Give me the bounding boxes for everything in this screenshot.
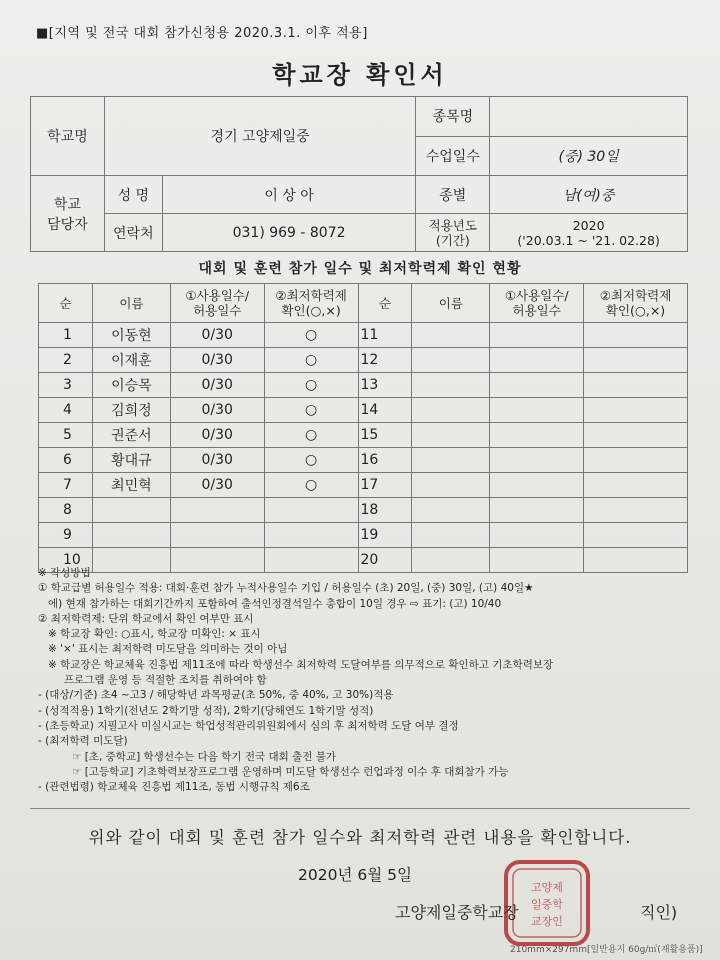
manager-label-line1: 학교 xyxy=(53,196,81,213)
manager-label-line2: 담당자 xyxy=(47,216,88,233)
note-item: - (대상/기준) 초4 ~고3 / 해당학년 과목평균(초 50%, 중 40%, 고 30%)적용 xyxy=(38,689,394,702)
row-days: 0/30 xyxy=(170,398,264,423)
table-row xyxy=(39,348,688,373)
header-days-line1: ①사용일수/ xyxy=(185,288,250,303)
header-days-2 xyxy=(490,284,584,323)
row-check: ○ xyxy=(264,323,358,348)
row-name xyxy=(412,523,490,548)
row-no: 10 xyxy=(39,548,93,573)
info-table xyxy=(30,96,688,252)
table-row xyxy=(39,523,688,548)
row-no: 17 xyxy=(358,473,412,498)
notes xyxy=(38,566,688,795)
svg-text:교장인: 교장인 xyxy=(531,915,563,928)
header-days-2-line1: ①사용일수/ xyxy=(504,288,569,303)
row-check xyxy=(264,498,358,523)
row-name: 권준서 xyxy=(92,423,170,448)
note-item: ① 학교급별 허용일수 적용: 대회·훈련 참가 누적사용일수 기입 / 허용일수 (초) 20일, (중) 30일, (고) 40일★ xyxy=(38,582,534,595)
row-days: 0/30 xyxy=(170,473,264,498)
signer-name: 고양제일중학교장 xyxy=(395,903,519,922)
note-item: ☞ [초, 중학교] 학생선수는 다음 학기 전국 대회 출전 불가 xyxy=(72,750,336,763)
row-check xyxy=(584,348,688,373)
note-item: ※ 학교장은 학교체육 진흥법 제11조에 따라 학생선수 최저학력 도달여부를 의무적으로 확인하고 기초학력보장 xyxy=(48,658,554,671)
note-item: ※ 학교장 확인: ○표시, 학교장 미확인: × 표시 xyxy=(48,628,261,641)
svg-text:고양제: 고양제 xyxy=(531,881,563,894)
row-name xyxy=(412,323,490,348)
row-no: 8 xyxy=(39,498,93,523)
row-name: 이재훈 xyxy=(92,348,170,373)
year-value-line2: ('20.03.1 ~ '21. 02.28) xyxy=(517,232,660,248)
row-days xyxy=(490,398,584,423)
year-value xyxy=(490,214,688,252)
row-check: ○ xyxy=(264,348,358,373)
table-row xyxy=(39,398,688,423)
row-check xyxy=(584,398,688,423)
note-item: - (최저학력 미도달) xyxy=(38,735,128,748)
name-label: 성 명 xyxy=(104,176,162,214)
row-no: 2 xyxy=(39,348,93,373)
row-no: 15 xyxy=(358,423,412,448)
row-check: ○ xyxy=(264,473,358,498)
row-days xyxy=(490,523,584,548)
section-title: 대회 및 훈련 참가 일수 및 최저학력제 확인 현황 xyxy=(198,261,522,277)
row-no: 1 xyxy=(39,323,93,348)
row-no: 13 xyxy=(358,373,412,398)
sport-value xyxy=(490,97,688,137)
svg-text:일중학: 일중학 xyxy=(531,898,563,911)
row-days: 0/30 xyxy=(170,373,264,398)
row-days xyxy=(490,373,584,398)
row-no: 5 xyxy=(39,423,93,448)
row-check xyxy=(264,523,358,548)
row-name xyxy=(412,348,490,373)
header-days-line2: 허용일수 xyxy=(193,303,242,318)
gender-value: 남(여)중 xyxy=(490,176,688,214)
page-title: 학교장 확인서 xyxy=(272,61,448,89)
paper-spec-footer: 210mm×297mm[일반용지 60g/㎡(재활용품)] xyxy=(510,945,703,955)
header-check-2-line1: ②최저학력제 xyxy=(599,288,672,303)
header-check-2 xyxy=(584,284,688,323)
header-days xyxy=(170,284,264,323)
row-name xyxy=(92,498,170,523)
row-days: 0/30 xyxy=(170,448,264,473)
row-name xyxy=(412,448,490,473)
row-no: 19 xyxy=(358,523,412,548)
row-check xyxy=(584,323,688,348)
note-item: - (관련법령) 학교체육 진흥법 제11조, 동법 시행규칙 제6조 xyxy=(38,781,310,794)
row-days: 0/30 xyxy=(170,323,264,348)
school-label: 학교명 xyxy=(31,97,105,176)
row-name xyxy=(412,423,490,448)
table-row xyxy=(39,373,688,398)
manager-label xyxy=(31,176,105,252)
row-check xyxy=(584,423,688,448)
row-no: 9 xyxy=(39,523,93,548)
school-value: 경기 고양제일중 xyxy=(104,97,415,176)
note-item: ② 최저학력제: 단위 학교에서 확인 여부만 표시 xyxy=(38,612,254,625)
row-name: 황대규 xyxy=(92,448,170,473)
row-days xyxy=(170,498,264,523)
row-check: ○ xyxy=(264,398,358,423)
note-item: - (초등학교) 지필고사 미실시교는 학업성적관리위원회에서 심의 후 최저학력 도달 여부 결정 xyxy=(38,719,459,732)
row-no: 3 xyxy=(39,373,93,398)
header-days-2-line2: 허용일수 xyxy=(512,303,561,318)
header-no: 순 xyxy=(39,284,93,323)
row-days xyxy=(490,498,584,523)
date: 2020년 6월 5일 xyxy=(298,866,412,884)
days-value: (중) 30일 xyxy=(490,136,688,176)
participation-table xyxy=(38,283,688,573)
note-item: 프로그램 운영 등 적절한 조치를 취하여야 함 xyxy=(64,674,267,687)
divider xyxy=(30,808,690,809)
year-label-line1: 적용년도 xyxy=(428,217,477,233)
days-label: 수업일수 xyxy=(416,136,490,176)
row-days: 0/30 xyxy=(170,348,264,373)
table-row xyxy=(39,448,688,473)
table-row xyxy=(39,423,688,448)
row-name xyxy=(412,498,490,523)
row-days xyxy=(170,523,264,548)
row-name: 김희정 xyxy=(92,398,170,423)
row-no: 11 xyxy=(358,323,412,348)
row-check xyxy=(584,448,688,473)
header-no-2: 순 xyxy=(358,284,412,323)
row-check xyxy=(584,373,688,398)
table-row xyxy=(39,323,688,348)
row-check xyxy=(584,498,688,523)
row-name: 최민혁 xyxy=(92,473,170,498)
row-no: 20 xyxy=(358,548,412,573)
header-check-line1: ②최저학력제 xyxy=(275,288,347,303)
gender-label: 종별 xyxy=(416,176,490,214)
table-row xyxy=(39,473,688,498)
row-check: ○ xyxy=(264,448,358,473)
header-check xyxy=(264,284,358,323)
header-check-2-line2: 확인(○,×) xyxy=(605,303,666,318)
header-name-2: 이름 xyxy=(412,284,490,323)
year-value-line1: 2020 xyxy=(572,217,605,233)
contact-value: 031) 969 - 8072 xyxy=(162,214,416,252)
row-no: 14 xyxy=(358,398,412,423)
row-days xyxy=(490,348,584,373)
row-name: 이동현 xyxy=(92,323,170,348)
note-heading: ※ 작성방법 xyxy=(38,567,91,579)
row-no: 18 xyxy=(358,498,412,523)
row-check xyxy=(584,523,688,548)
row-no: 4 xyxy=(39,398,93,423)
row-check: ○ xyxy=(264,373,358,398)
row-check xyxy=(584,473,688,498)
year-label xyxy=(416,214,490,252)
top-note: ■[지역 및 전국 대회 참가신청용 2020.3.1. 이후 적용] xyxy=(36,26,368,41)
table-header-row xyxy=(39,284,688,323)
name-value: 이 상 아 xyxy=(162,176,416,214)
row-days xyxy=(490,473,584,498)
row-no: 7 xyxy=(39,473,93,498)
row-days xyxy=(490,323,584,348)
header-name: 이름 xyxy=(92,284,170,323)
seal-label: 직인) xyxy=(640,903,678,922)
row-days xyxy=(490,448,584,473)
note-item: - (성적적용) 1학기(전년도 2학기말 성적), 2학기(당해연도 1학기말 성적) xyxy=(38,704,374,717)
row-name xyxy=(412,398,490,423)
row-check: ○ xyxy=(264,423,358,448)
row-no: 16 xyxy=(358,448,412,473)
note-item: ☞ [고등학교] 기초학력보장프로그램 운영하며 미도달 학생선수 런업과정 이수 후 대회참가 가능 xyxy=(72,765,509,778)
contact-label: 연락처 xyxy=(104,214,162,252)
row-name xyxy=(412,373,490,398)
row-name xyxy=(412,473,490,498)
note-item: 에) 현재 참가하는 대회기간까지 포함하여 출석인정결석일수 총합이 10일 경우 ⇨ 표기: (고) 10/40 xyxy=(48,597,502,610)
row-days: 0/30 xyxy=(170,423,264,448)
row-name: 이승목 xyxy=(92,373,170,398)
row-no: 6 xyxy=(39,448,93,473)
sport-label: 종목명 xyxy=(416,97,490,137)
table-body xyxy=(39,323,688,573)
year-label-line2: (기간) xyxy=(435,232,470,248)
row-name xyxy=(92,523,170,548)
note-item: ※ '×' 표시는 최저학력 미도달을 의미하는 것이 아님 xyxy=(48,643,288,656)
row-no: 12 xyxy=(358,348,412,373)
table-row xyxy=(39,498,688,523)
confirm-text: 위와 같이 대회 및 훈련 참가 일수와 최저학력 관련 내용을 확인합니다. xyxy=(88,828,632,847)
header-check-line2: 확인(○,×) xyxy=(281,303,341,318)
row-days xyxy=(490,423,584,448)
